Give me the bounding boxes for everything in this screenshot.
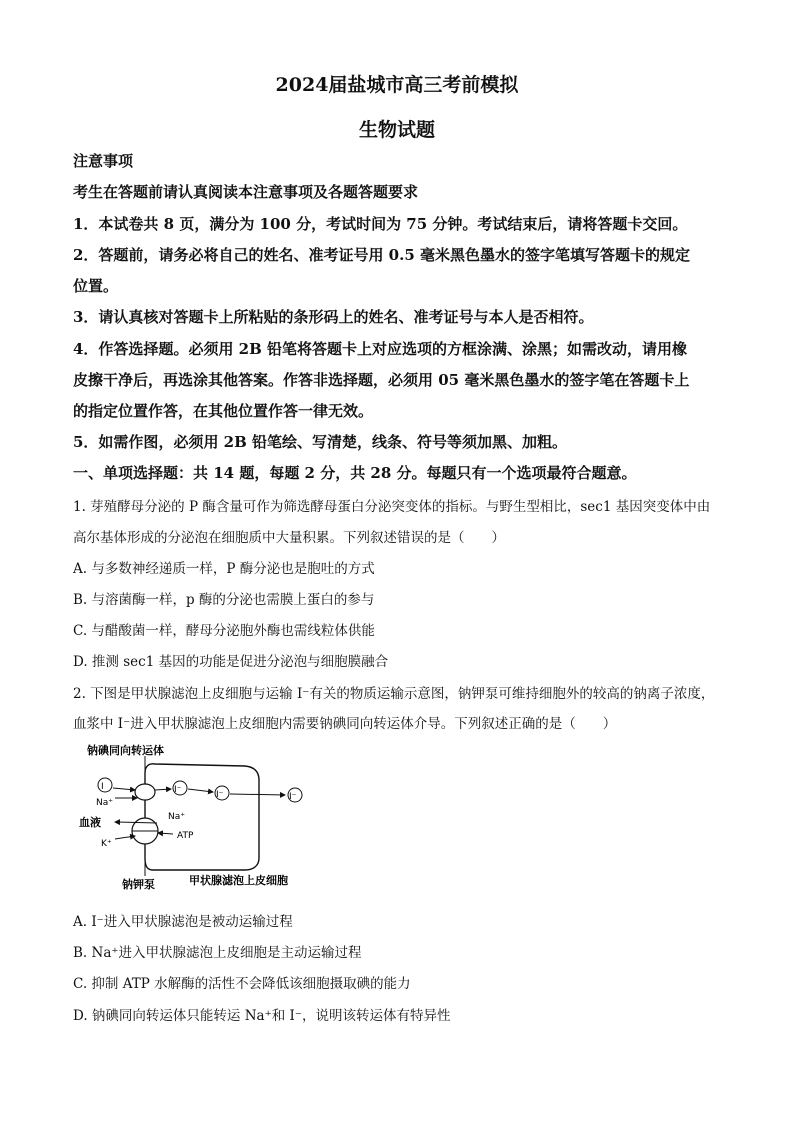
- symporter-shape: [135, 784, 155, 800]
- question-2-option-b: B. Na⁺进入甲状腺滤泡上皮细胞是主动运输过程: [73, 945, 362, 961]
- question-1-stem: 高尔基体形成的分泌泡在细胞质中大量积累。下列叙述错误的是（ ）: [73, 530, 505, 546]
- pump-sodium-label: Na⁺: [168, 812, 185, 822]
- question-2-option-a: A. I⁻进入甲状腺滤泡是被动运输过程: [73, 914, 293, 930]
- question-1-option-c: C. 与醋酸菌一样，酵母分泌胞外酶也需线粒体供能: [73, 623, 375, 639]
- symporter-out-arrow: [155, 789, 171, 790]
- notice-intro: 考生在答题前请认真阅读本注意事项及各题答题要求: [73, 183, 419, 201]
- cell-membrane: [145, 764, 259, 870]
- potassium-entry-arrow: [115, 836, 135, 839]
- transport-diagram: [79, 738, 325, 898]
- question-1-option-b: B. 与溶菌酶一样，p 酶的分泌也需膜上蛋白的参与: [73, 592, 375, 608]
- notice-item: 位置。: [73, 277, 119, 295]
- question-2-option-c: C. 抑制 ATP 水解酶的活性不会降低该细胞摄取碘的能力: [73, 976, 411, 992]
- question-2-stem: 血浆中 I⁻进入甲状腺滤泡上皮细胞内需要钠碘同向转运体介导。下列叙述正确的是（ ）: [73, 716, 617, 732]
- notice-item: 4．作答选择题。必须用 2B 铅笔将答题卡上对应选项的方框涂满、涂黑；如需改动，请用橡: [73, 340, 688, 358]
- symporter-label: 钠碘同向转运体: [87, 744, 164, 757]
- sodium-label: Na⁺: [96, 798, 113, 808]
- question-2-option-d: D. 钠碘同向转运体只能转运 Na⁺和 I⁻，说明该转运体有特异性: [73, 1008, 451, 1024]
- notice-heading: 注意事项: [73, 152, 134, 170]
- exam-subtitle: 生物试题: [358, 119, 435, 141]
- question-1-stem: 1. 芽殖酵母分泌的 P 酶含量可作为筛选酵母蛋白分泌突变体的指标。与野生型相比，sec1 基因突变体中由: [73, 499, 711, 515]
- notice-item: 的指定位置作答，在其他位置作答一律无效。: [73, 402, 374, 420]
- blood-label: 血液: [79, 816, 101, 829]
- iodide-lumen-arrow: [230, 794, 285, 795]
- iodide-entry-arrow: [113, 788, 135, 790]
- section-heading: 一、单项选择题：共 14 题，每题 2 分，共 28 分。每题只有一个选项最符合题意。: [73, 464, 637, 482]
- iodide-cell-label: I⁻: [174, 785, 182, 795]
- cell-label: 甲状腺滤泡上皮细胞: [189, 874, 288, 887]
- atp-label: ATP: [177, 831, 194, 841]
- iodide-inner-label: I⁻: [216, 790, 224, 800]
- pump-label: 钠钾泵: [122, 878, 155, 891]
- notice-item: 5．如需作图，必须用 2B 铅笔绘、写清楚，线条、符号等须加黑、加粗。: [73, 433, 567, 451]
- iodide-inner-arrow: [188, 789, 213, 792]
- notice-item: 1．本试卷共 8 页，满分为 100 分，考试时间为 75 分钟。考试结束后，请将答题卡交回。: [73, 215, 688, 233]
- iodide-lumen-label: I⁻: [289, 792, 297, 802]
- atp-arrow: [158, 833, 173, 834]
- iodide-outside-label: I: [101, 782, 104, 792]
- question-1-option-d: D. 推测 sec1 基因的功能是促进分泌泡与细胞膜融合: [73, 654, 389, 670]
- exam-title: 2024届盐城市高三考前模拟: [275, 74, 519, 96]
- question-2-stem: 2. 下图是甲状腺滤泡上皮细胞与运输 I⁻有关的物质运输示意图，钠钾泵可维持细胞外的较高的钠离子浓度，: [73, 686, 715, 702]
- notice-item: 2．答题前，请务必将自己的姓名、准考证号用 0.5 毫米黑色墨水的签字笔填写答题卡的规定: [73, 246, 690, 264]
- notice-item: 3．请认真核对答题卡上所粘贴的条形码上的姓名、准考证号与本人是否相符。: [73, 308, 594, 326]
- potassium-label: K⁺: [101, 839, 112, 849]
- notice-item: 皮擦干净后，再选涂其他答案。作答非选择题，必须用 05 毫米黑色墨水的签字笔在答题卡上: [73, 371, 690, 389]
- question-1-option-a: A. 与多数神经递质一样，P 酶分泌也是胞吐的方式: [73, 561, 375, 577]
